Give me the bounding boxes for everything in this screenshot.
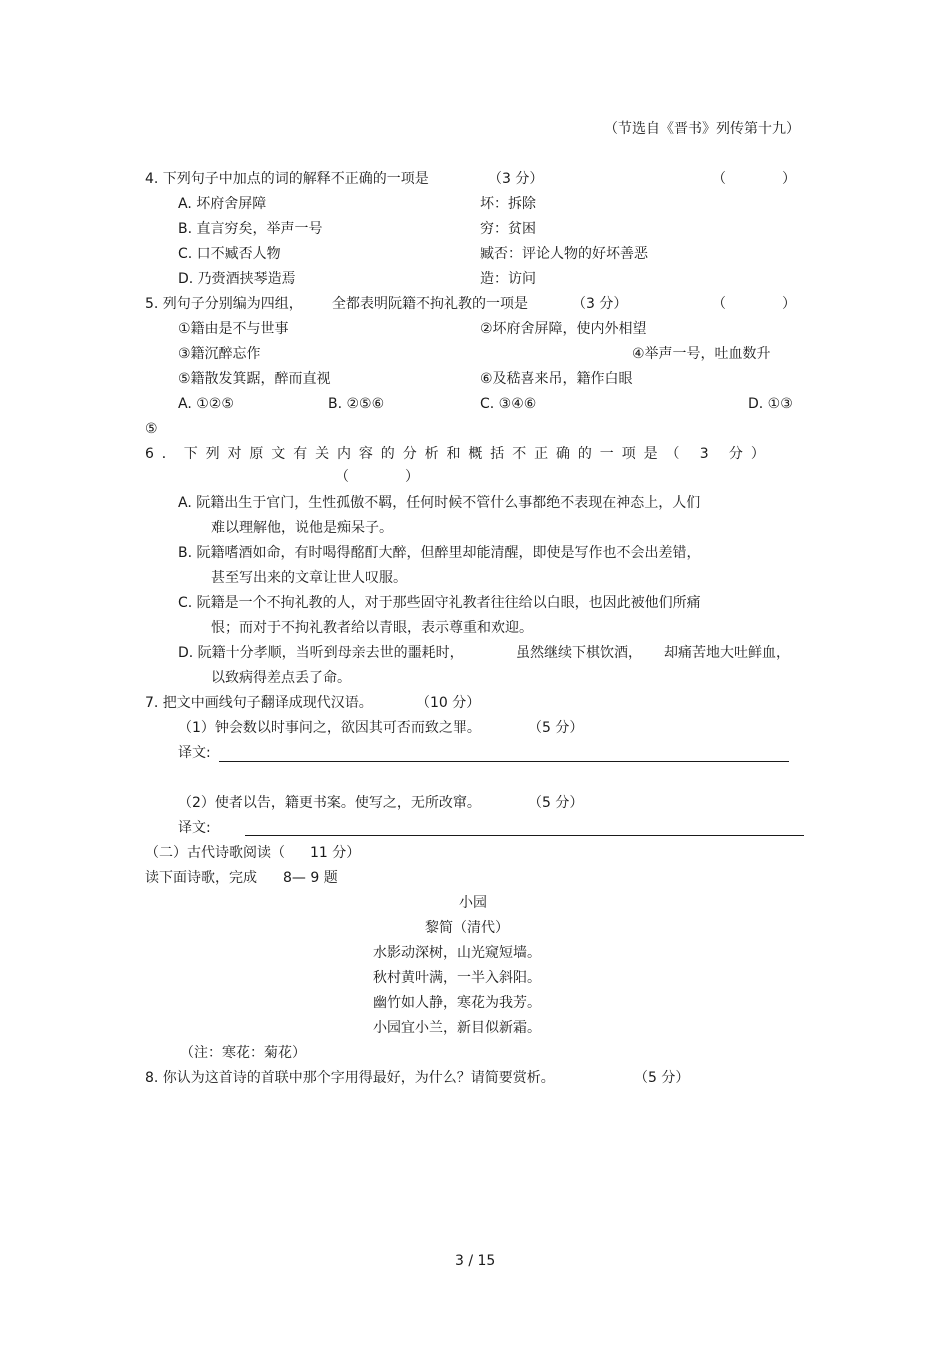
q6-option-a-line2: 难以理解他，说他是痴呆子。 (211, 520, 393, 536)
source-citation: （节选自《晋书》列传第十九） (604, 121, 800, 137)
q7-sub2-text: （2）使者以告，籍更书案。使写之，无所改窜。 (178, 795, 481, 811)
q5-item-4: ④举声一号，吐血数升 (632, 346, 771, 362)
q5-item-6: ⑥及嵇喜来吊，籍作白眼 (480, 371, 633, 387)
q7-sub1-score: （5 分） (528, 720, 584, 736)
q5-item-5: ⑤籍散发箕踞，醉而直视 (178, 371, 331, 387)
q6-answer-paren: （ ） (335, 469, 419, 485)
poem-note: （注：寒花：菊花） (180, 1045, 306, 1061)
poem-author: 黎简（清代） (425, 920, 509, 936)
q4-option-d: D. 乃赍酒挟琴造焉 (178, 271, 296, 287)
q5-answer-paren: （ ） (712, 296, 796, 312)
section2-instruction-part1: 读下面诗歌，完成 (145, 870, 257, 886)
q5-stem-part2: 全都表明阮籍不拘礼教的一项是 (332, 296, 528, 312)
q4-option-b: B. 直言穷矣，举声一号 (178, 221, 323, 237)
q6-option-c-line2: 恨；而对于不拘礼教者给以青眼，表示尊重和欢迎。 (211, 620, 533, 636)
q8-stem: 8. 你认为这首诗的首联中那个字用得最好，为什么？请简要赏析。 (145, 1070, 555, 1086)
q8-score: （5 分） (634, 1070, 690, 1086)
q7-score: （10 分） (416, 695, 481, 711)
q6-option-c-line1: C. 阮籍是一个不拘礼教的人，对于那些固守礼教者往往给以白眼，也因此被他们所痛 (178, 595, 701, 611)
q4-option-c: C. 口不臧否人物 (178, 246, 281, 262)
poem-line-2: 秋村黄叶满，一半入斜阳。 (373, 970, 541, 986)
q6-option-d-line2: 以致病得差点丢了命。 (211, 670, 351, 686)
section2-heading-part1: （二）古代诗歌阅读（ (145, 845, 285, 861)
q4-answer-paren: （ ） (712, 171, 796, 187)
poem-line-4: 小园宜小兰，新目似新霜。 (373, 1020, 541, 1036)
q7-sub2-score: （5 分） (528, 795, 584, 811)
q6-option-a-line1: A. 阮籍出生于官门，生性孤傲不羁，任何时候不管什么事都绝不表现在神态上，人们 (178, 495, 701, 511)
q4-option-b-gloss: 穷：贫困 (480, 221, 536, 237)
poem-line-3: 幽竹如人静，寒花为我芳。 (373, 995, 541, 1011)
q5-choice-c: C. ③④⑥ (480, 396, 537, 412)
q6-stem: 6．下列对原文有关内容的分析和概括不正确的一项是（ 3 分） (145, 446, 773, 462)
q7-sub2-answer-line[interactable] (245, 835, 804, 836)
q4-score: （3 分） (488, 171, 544, 187)
q5-choice-d-wrap: ⑤ (145, 421, 158, 437)
q6-option-d-line1-part2: 虽然继续下棋饮酒， (516, 645, 642, 661)
q5-choice-a: A. ①②⑤ (178, 396, 234, 412)
q5-item-1: ①籍由是不与世事 (178, 321, 289, 337)
q5-score: （3 分） (572, 296, 628, 312)
q4-option-a: A. 坏府舍屏障 (178, 196, 267, 212)
q7-sub1-label: 译文: (178, 745, 211, 761)
q5-choice-d: D. ①③ (748, 396, 793, 412)
section2-heading-part2: 11 分） (310, 845, 361, 861)
q7-sub2-label: 译文: (178, 820, 211, 836)
q5-item-2: ②坏府舍屏障，使内外相望 (480, 321, 647, 337)
q6-option-d-line1-part3: 却痛苦地大吐鲜血， (664, 645, 790, 661)
q4-option-a-gloss: 坏：拆除 (480, 196, 536, 212)
q4-stem: 4. 下列句子中加点的词的解释不正确的一项是 (145, 171, 429, 187)
q5-choice-b: B. ②⑤⑥ (328, 396, 385, 412)
q6-option-d-line1-part1: D. 阮籍十分孝顺，当听到母亲去世的噩耗时， (178, 645, 464, 661)
q6-option-b-line1: B. 阮籍嗜酒如命，有时喝得酩酊大醉，但醉里却能清醒，即使是写作也不会出差错， (178, 545, 701, 561)
q5-item-3: ③籍沉醉忘作 (178, 346, 261, 362)
section2-instruction-part2: 8— 9 题 (283, 870, 338, 886)
q4-option-c-gloss: 臧否：评论人物的好坏善恶 (480, 246, 648, 262)
q7-sub1-answer-line[interactable] (219, 761, 789, 762)
poem-line-1: 水影动深树，山光窥短墙。 (373, 945, 541, 961)
q5-stem-part1: 5. 列句子分别编为四组， (145, 296, 303, 312)
q7-sub1-text: （1）钟会数以时事问之，欲因其可否而致之罪。 (178, 720, 481, 736)
poem-title: 小园 (459, 895, 487, 911)
q7-stem: 7. 把文中画线句子翻译成现代汉语。 (145, 695, 373, 711)
q6-option-b-line2: 甚至写出来的文章让世人叹服。 (211, 570, 407, 586)
q4-option-d-gloss: 造：访问 (480, 271, 536, 287)
page-number: 3 / 15 (455, 1253, 496, 1269)
